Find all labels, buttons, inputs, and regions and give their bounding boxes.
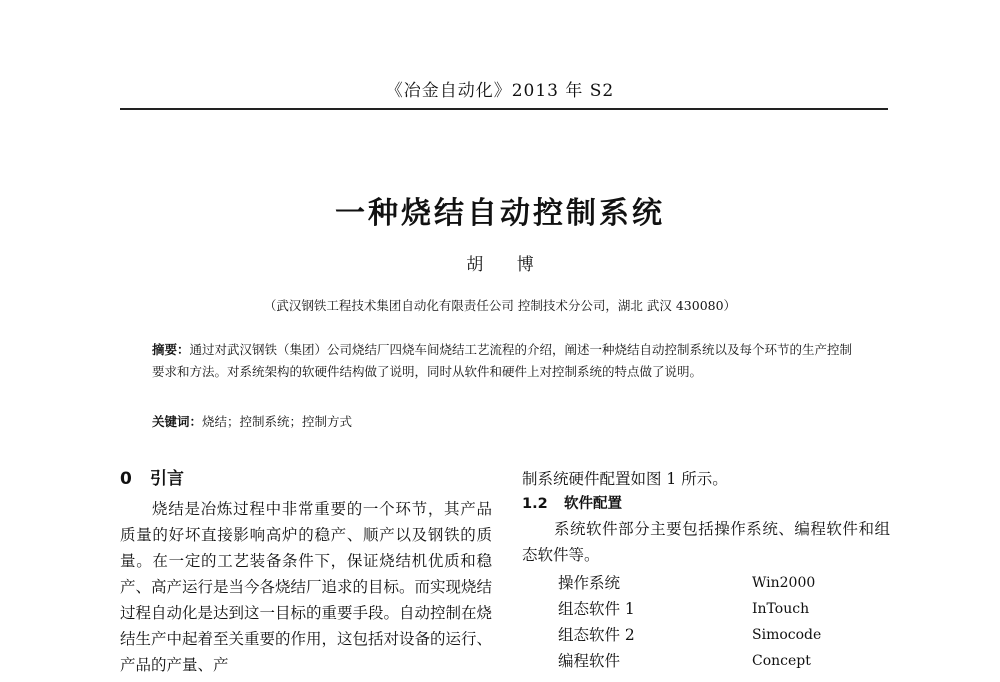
cut-off-next-heading bbox=[522, 676, 652, 682]
software-value: Win2000 bbox=[752, 575, 816, 591]
software-name: 组态软件 1 bbox=[558, 600, 635, 618]
keywords-label: 关键词： bbox=[152, 414, 203, 429]
software-table bbox=[558, 570, 890, 674]
software-row bbox=[558, 570, 890, 596]
abstract-text: 通过对武汉钢铁（集团）公司烧结厂四烧车间烧结工艺流程的介绍，阐述一种烧结自动控制系统以及每个环节的生产控制要求和方法。对系统架构的软硬件结构做了说明，同时从软件和硬件上对控制系统的特点做了说明。 bbox=[152, 342, 853, 379]
software-name: 操作系统 bbox=[558, 574, 621, 592]
software-value: Simocode bbox=[752, 627, 822, 643]
subsection-heading-software bbox=[522, 492, 890, 516]
section-heading-introduction bbox=[120, 466, 492, 496]
continuation-text: 制系统硬件配置如图 1 所示。 bbox=[522, 470, 728, 488]
section-title: 引言 bbox=[150, 469, 184, 489]
software-row bbox=[558, 622, 890, 648]
software-row bbox=[558, 648, 890, 674]
subsection-title: 软件配置 bbox=[564, 496, 622, 512]
abstract bbox=[152, 339, 860, 383]
left-column bbox=[120, 466, 492, 678]
software-value: InTouch bbox=[752, 601, 810, 617]
software-name: 组态软件 2 bbox=[558, 626, 635, 644]
author-affiliation: （武汉钢铁工程技术集团自动化有限责任公司 控制技术分公司，湖北 武汉 430080） bbox=[263, 298, 737, 313]
software-row bbox=[558, 596, 890, 622]
journal-header: 《冶金自动化》2013 年 S2 bbox=[385, 81, 615, 101]
section-number: 0 bbox=[120, 469, 132, 489]
header-rule bbox=[120, 108, 888, 110]
article-title: 一种烧结自动控制系统 bbox=[335, 196, 665, 231]
subsection-number: 1.2 bbox=[522, 496, 548, 512]
software-name: 编程软件 bbox=[558, 652, 621, 670]
keywords-text: 烧结；控制系统；控制方式 bbox=[202, 414, 353, 429]
keywords bbox=[152, 412, 352, 430]
abstract-label: 摘要： bbox=[152, 342, 190, 357]
software-value: Concept bbox=[752, 653, 811, 669]
introduction-paragraph: 烧结是冶炼过程中非常重要的一个环节，其产品质量的好坏直接影响高炉的稳产、顺产以及钢铁的质量。在一定的工艺装备条件下，保证烧结机优质和稳产、高产运行是当今各烧结厂追求的目标。而实现烧结过程自动化是达到这一目标的重要手段。自动控制在烧结生产中起着至关重要的作用，这包括对设备的运行、产品的产量、产 bbox=[120, 500, 493, 674]
author-name: 胡 博 bbox=[466, 255, 548, 275]
software-paragraph: 系统软件部分主要包括操作系统、编程软件和组态软件等。 bbox=[522, 520, 890, 564]
right-column bbox=[522, 466, 890, 674]
